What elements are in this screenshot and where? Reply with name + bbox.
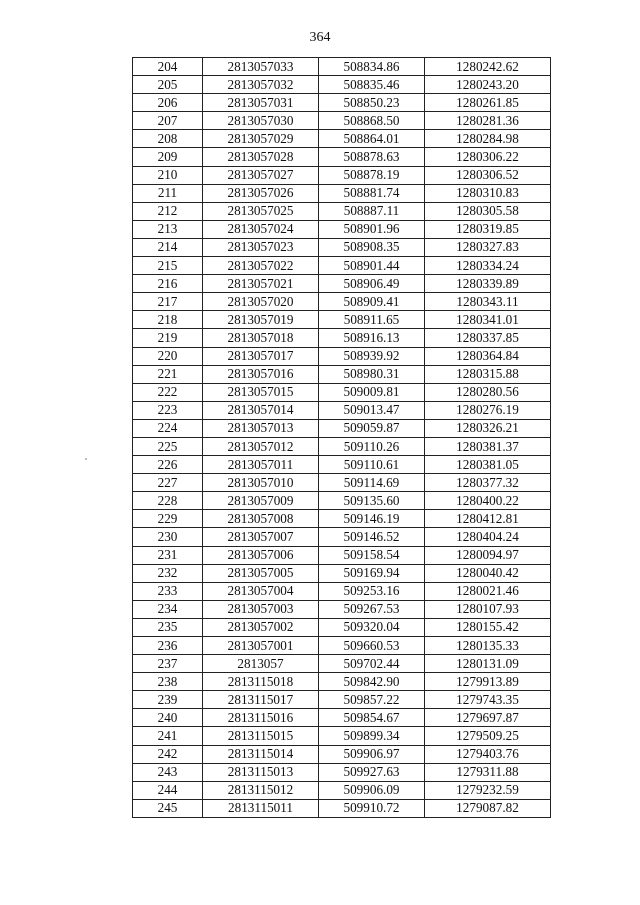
row-number-cell: 215: [133, 257, 203, 275]
x-coordinate-cell: 509135.60: [319, 492, 425, 510]
cadastral-id-cell: 2813115016: [203, 709, 319, 727]
x-coordinate-cell: 509857.22: [319, 691, 425, 709]
cadastral-id-cell: 2813057: [203, 655, 319, 673]
x-coordinate-cell: 509114.69: [319, 474, 425, 492]
cadastral-id-cell: 2813115013: [203, 763, 319, 781]
row-number-cell: 208: [133, 130, 203, 148]
cadastral-id-cell: 2813057025: [203, 202, 319, 220]
cadastral-id-cell: 2813057024: [203, 220, 319, 238]
cadastral-id-cell: 2813057019: [203, 311, 319, 329]
y-coordinate-cell: 1279913.89: [425, 673, 551, 691]
table-row: [133, 745, 551, 763]
cadastral-id-cell: 2813057023: [203, 238, 319, 256]
cadastral-id-cell: 2813057013: [203, 419, 319, 437]
cadastral-id-cell: 2813057028: [203, 148, 319, 166]
row-number-cell: 235: [133, 618, 203, 636]
y-coordinate-cell: 1280364.84: [425, 347, 551, 365]
row-number-cell: 232: [133, 564, 203, 582]
x-coordinate-cell: 509146.19: [319, 510, 425, 528]
x-coordinate-cell: 509169.94: [319, 564, 425, 582]
y-coordinate-cell: 1280306.52: [425, 166, 551, 184]
y-coordinate-cell: 1280155.42: [425, 618, 551, 636]
table-row: [133, 673, 551, 691]
table-row: [133, 293, 551, 311]
x-coordinate-cell: 509842.90: [319, 673, 425, 691]
cadastral-id-cell: 2813057020: [203, 293, 319, 311]
y-coordinate-cell: 1280107.93: [425, 600, 551, 618]
y-coordinate-cell: 1280284.98: [425, 130, 551, 148]
row-number-cell: 207: [133, 112, 203, 130]
y-coordinate-cell: 1280131.09: [425, 655, 551, 673]
y-coordinate-cell: 1280261.85: [425, 94, 551, 112]
cadastral-id-cell: 2813057001: [203, 637, 319, 655]
y-coordinate-cell: 1280281.36: [425, 112, 551, 130]
cadastral-id-cell: 2813057015: [203, 383, 319, 401]
row-number-cell: 238: [133, 673, 203, 691]
cadastral-id-cell: 2813057016: [203, 365, 319, 383]
table-row: [133, 184, 551, 202]
x-coordinate-cell: 509009.81: [319, 383, 425, 401]
cadastral-id-cell: 2813057014: [203, 401, 319, 419]
y-coordinate-cell: 1280341.01: [425, 311, 551, 329]
row-number-cell: 221: [133, 365, 203, 383]
cadastral-id-cell: 2813115014: [203, 745, 319, 763]
x-coordinate-cell: 508911.65: [319, 311, 425, 329]
y-coordinate-cell: 1279743.35: [425, 691, 551, 709]
x-coordinate-cell: 509854.67: [319, 709, 425, 727]
x-coordinate-cell: 509267.53: [319, 600, 425, 618]
x-coordinate-cell: 508878.19: [319, 166, 425, 184]
x-coordinate-cell: 508901.44: [319, 257, 425, 275]
row-number-cell: 234: [133, 600, 203, 618]
y-coordinate-cell: 1280404.24: [425, 528, 551, 546]
coordinates-table: [132, 57, 551, 818]
cadastral-id-cell: 2813115011: [203, 799, 319, 817]
table-row: [133, 618, 551, 636]
y-coordinate-cell: 1279087.82: [425, 799, 551, 817]
table-row: [133, 202, 551, 220]
table-row: [133, 275, 551, 293]
row-number-cell: 224: [133, 419, 203, 437]
y-coordinate-cell: 1280021.46: [425, 582, 551, 600]
x-coordinate-cell: 509927.63: [319, 763, 425, 781]
table-row: [133, 148, 551, 166]
table-row: [133, 600, 551, 618]
table-row: [133, 419, 551, 437]
y-coordinate-cell: 1279311.88: [425, 763, 551, 781]
row-number-cell: 218: [133, 311, 203, 329]
cadastral-id-cell: 2813057007: [203, 528, 319, 546]
x-coordinate-cell: 508868.50: [319, 112, 425, 130]
y-coordinate-cell: 1280276.19: [425, 401, 551, 419]
row-number-cell: 233: [133, 582, 203, 600]
table-row: [133, 365, 551, 383]
table-row: [133, 637, 551, 655]
x-coordinate-cell: 508834.86: [319, 58, 425, 76]
cadastral-id-cell: 2813057033: [203, 58, 319, 76]
cadastral-id-cell: 2813057022: [203, 257, 319, 275]
cadastral-id-cell: 2813115017: [203, 691, 319, 709]
row-number-cell: 222: [133, 383, 203, 401]
row-number-cell: 209: [133, 148, 203, 166]
cadastral-id-cell: 2813057030: [203, 112, 319, 130]
table-row: [133, 130, 551, 148]
table-row: [133, 76, 551, 94]
row-number-cell: 204: [133, 58, 203, 76]
table-row: [133, 166, 551, 184]
table-row: [133, 582, 551, 600]
y-coordinate-cell: 1279232.59: [425, 781, 551, 799]
row-number-cell: 217: [133, 293, 203, 311]
table-row: [133, 58, 551, 76]
y-coordinate-cell: 1280280.56: [425, 383, 551, 401]
x-coordinate-cell: 509253.16: [319, 582, 425, 600]
table-row: [133, 474, 551, 492]
table-row: [133, 727, 551, 745]
y-coordinate-cell: 1280337.85: [425, 329, 551, 347]
x-coordinate-cell: 509059.87: [319, 419, 425, 437]
cadastral-id-cell: 2813057010: [203, 474, 319, 492]
row-number-cell: 211: [133, 184, 203, 202]
cadastral-id-cell: 2813057017: [203, 347, 319, 365]
y-coordinate-cell: 1280381.05: [425, 456, 551, 474]
y-coordinate-cell: 1279403.76: [425, 745, 551, 763]
table-row: [133, 546, 551, 564]
x-coordinate-cell: 508864.01: [319, 130, 425, 148]
cadastral-id-cell: 2813115018: [203, 673, 319, 691]
x-coordinate-cell: 509899.34: [319, 727, 425, 745]
y-coordinate-cell: 1280315.88: [425, 365, 551, 383]
x-coordinate-cell: 509702.44: [319, 655, 425, 673]
row-number-cell: 213: [133, 220, 203, 238]
cadastral-id-cell: 2813057006: [203, 546, 319, 564]
table-row: [133, 383, 551, 401]
x-coordinate-cell: 508939.92: [319, 347, 425, 365]
cadastral-id-cell: 2813057027: [203, 166, 319, 184]
x-coordinate-cell: 509158.54: [319, 546, 425, 564]
row-number-cell: 214: [133, 238, 203, 256]
table-row: [133, 655, 551, 673]
table-row: [133, 799, 551, 817]
y-coordinate-cell: 1280135.33: [425, 637, 551, 655]
row-number-cell: 231: [133, 546, 203, 564]
x-coordinate-cell: 508916.13: [319, 329, 425, 347]
row-number-cell: 237: [133, 655, 203, 673]
row-number-cell: 243: [133, 763, 203, 781]
page-number: 364: [309, 30, 331, 45]
cadastral-id-cell: 2813057009: [203, 492, 319, 510]
row-number-cell: 228: [133, 492, 203, 510]
row-number-cell: 242: [133, 745, 203, 763]
cadastral-id-cell: 2813057018: [203, 329, 319, 347]
row-number-cell: 245: [133, 799, 203, 817]
table-row: [133, 112, 551, 130]
row-number-cell: 236: [133, 637, 203, 655]
row-number-cell: 239: [133, 691, 203, 709]
x-coordinate-cell: 508908.35: [319, 238, 425, 256]
cadastral-id-cell: 2813057011: [203, 456, 319, 474]
y-coordinate-cell: 1280305.58: [425, 202, 551, 220]
y-coordinate-cell: 1280306.22: [425, 148, 551, 166]
row-number-cell: 241: [133, 727, 203, 745]
y-coordinate-cell: 1280243.20: [425, 76, 551, 94]
table-row: [133, 763, 551, 781]
y-coordinate-cell: 1280327.83: [425, 238, 551, 256]
cadastral-id-cell: 2813057012: [203, 437, 319, 455]
row-number-cell: 220: [133, 347, 203, 365]
y-coordinate-cell: 1280242.62: [425, 58, 551, 76]
x-coordinate-cell: 509660.53: [319, 637, 425, 655]
y-coordinate-cell: 1280334.24: [425, 257, 551, 275]
y-coordinate-cell: 1280377.32: [425, 474, 551, 492]
row-number-cell: 240: [133, 709, 203, 727]
cadastral-id-cell: 2813057021: [203, 275, 319, 293]
cadastral-id-cell: 2813115015: [203, 727, 319, 745]
cadastral-id-cell: 2813057008: [203, 510, 319, 528]
cadastral-id-cell: 2813057029: [203, 130, 319, 148]
x-coordinate-cell: 508906.49: [319, 275, 425, 293]
x-coordinate-cell: 509110.61: [319, 456, 425, 474]
row-number-cell: 205: [133, 76, 203, 94]
y-coordinate-cell: 1280400.22: [425, 492, 551, 510]
row-number-cell: 216: [133, 275, 203, 293]
y-coordinate-cell: 1280381.37: [425, 437, 551, 455]
cadastral-id-cell: 2813057026: [203, 184, 319, 202]
cadastral-id-cell: 2813057005: [203, 564, 319, 582]
row-number-cell: 219: [133, 329, 203, 347]
cadastral-id-cell: 2813057004: [203, 582, 319, 600]
row-number-cell: 212: [133, 202, 203, 220]
table-row: [133, 401, 551, 419]
cadastral-id-cell: 2813057032: [203, 76, 319, 94]
y-coordinate-cell: 1279697.87: [425, 709, 551, 727]
x-coordinate-cell: 508909.41: [319, 293, 425, 311]
table-row: [133, 456, 551, 474]
row-number-cell: 210: [133, 166, 203, 184]
y-coordinate-cell: 1280412.81: [425, 510, 551, 528]
cadastral-id-cell: 2813115012: [203, 781, 319, 799]
y-coordinate-cell: 1280339.89: [425, 275, 551, 293]
x-coordinate-cell: 509910.72: [319, 799, 425, 817]
x-coordinate-cell: 509013.47: [319, 401, 425, 419]
cadastral-id-cell: 2813057003: [203, 600, 319, 618]
row-number-cell: 244: [133, 781, 203, 799]
table-row: [133, 709, 551, 727]
cadastral-id-cell: 2813057031: [203, 94, 319, 112]
table-row: [133, 329, 551, 347]
y-coordinate-cell: 1279509.25: [425, 727, 551, 745]
x-coordinate-cell: 508878.63: [319, 148, 425, 166]
cadastral-id-cell: 2813057002: [203, 618, 319, 636]
x-coordinate-cell: 509906.09: [319, 781, 425, 799]
y-coordinate-cell: 1280094.97: [425, 546, 551, 564]
y-coordinate-cell: 1280343.11: [425, 293, 551, 311]
table-row: [133, 564, 551, 582]
table-row: [133, 311, 551, 329]
table-row: [133, 257, 551, 275]
table-row: [133, 510, 551, 528]
table-row: [133, 220, 551, 238]
row-number-cell: 223: [133, 401, 203, 419]
table-row: [133, 238, 551, 256]
row-number-cell: 227: [133, 474, 203, 492]
row-number-cell: 230: [133, 528, 203, 546]
table-row: [133, 781, 551, 799]
y-coordinate-cell: 1280326.21: [425, 419, 551, 437]
x-coordinate-cell: 509146.52: [319, 528, 425, 546]
table-row: [133, 94, 551, 112]
table-row: [133, 492, 551, 510]
x-coordinate-cell: 508980.31: [319, 365, 425, 383]
row-number-cell: 229: [133, 510, 203, 528]
row-number-cell: 206: [133, 94, 203, 112]
row-number-cell: 226: [133, 456, 203, 474]
x-coordinate-cell: 509110.26: [319, 437, 425, 455]
scan-speck: [85, 458, 87, 460]
y-coordinate-cell: 1280310.83: [425, 184, 551, 202]
x-coordinate-cell: 508887.11: [319, 202, 425, 220]
x-coordinate-cell: 508850.23: [319, 94, 425, 112]
y-coordinate-cell: 1280040.42: [425, 564, 551, 582]
y-coordinate-cell: 1280319.85: [425, 220, 551, 238]
coordinates-table-body: [133, 58, 551, 818]
x-coordinate-cell: 508901.96: [319, 220, 425, 238]
table-row: [133, 528, 551, 546]
x-coordinate-cell: 509906.97: [319, 745, 425, 763]
table-row: [133, 691, 551, 709]
row-number-cell: 225: [133, 437, 203, 455]
table-row: [133, 347, 551, 365]
x-coordinate-cell: 509320.04: [319, 618, 425, 636]
x-coordinate-cell: 508881.74: [319, 184, 425, 202]
table-row: [133, 437, 551, 455]
x-coordinate-cell: 508835.46: [319, 76, 425, 94]
